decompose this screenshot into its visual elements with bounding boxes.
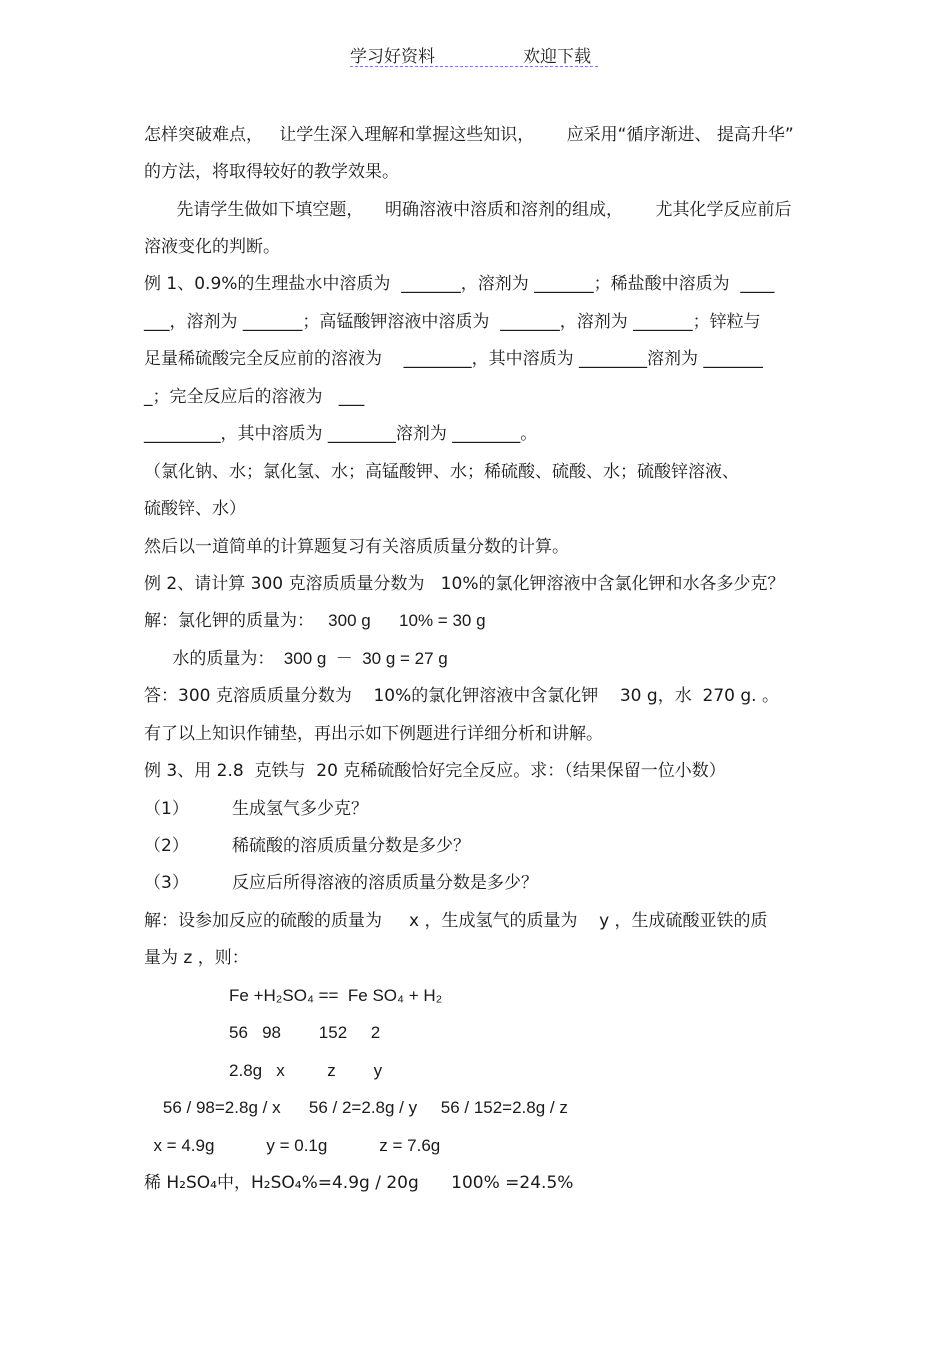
paragraph-line: 然后以一道简单的计算题复习有关溶质质量分数的计算。 <box>144 537 569 557</box>
answer-line: （氯化钠、水；氯化氢、水；高锰酸钾、水；稀硫酸、硫酸、水；硫酸锌溶液、 <box>144 462 739 482</box>
example-1-line: _；完全反应后的溶液为 ___ <box>144 387 365 407</box>
paragraph-line: 先请学生做如下填空题， 明确溶液中溶质和溶剂的组成， 尤其化学反应前后 <box>144 200 792 220</box>
paragraph-line: 怎样突破难点， 让学生深入理解和掌握这些知识， 应采用“循序渐进、 提高升华” <box>144 125 794 145</box>
solution-line: 水的质量为： 300 g － 30 g = 27 g <box>144 649 448 668</box>
answer-line: 硫酸锌、水） <box>144 499 246 519</box>
example-1-line: _________，其中溶质为 ________溶剂为 ________。 <box>144 424 538 444</box>
example-1-line: 足量稀硫酸完全反应前的溶液为 ________，其中溶质为 ________溶剂为 _______ <box>144 349 763 369</box>
example-1-line: 例 1、0.9%的生理盐水中溶质为 _______，溶剂为 _______；稀盐酸中溶质为 ____ <box>144 274 775 294</box>
header-left-text: 学习好资料 <box>350 47 435 67</box>
example-2-line: 例 2、请计算 300 克溶质质量分数为 10%的氯化钾溶液中含氯化钾和水各多少克？ <box>144 574 785 594</box>
header-right-text: 欢迎下载 <box>523 47 591 67</box>
chemical-equation: Fe +H₂SO₄ == Fe SO₄ + H₂ <box>144 986 443 1005</box>
solution-line: 量为 z ，则： <box>144 948 249 968</box>
example-1-line: ___，溶剂为 _______；高锰酸钾溶液中溶质为 _______，溶剂为 _______；锌粒与 <box>144 312 761 332</box>
paragraph-line: 的方法，将取得较好的教学效果。 <box>144 162 399 182</box>
question-item: （1） 生成氢气多少克？ <box>144 799 369 819</box>
page-header <box>350 40 598 67</box>
question-item: （2） 稀硫酸的溶质质量分数是多少？ <box>144 836 471 856</box>
example-3-line: 例 3、用 2.8 克铁与 20 克稀硫酸恰好完全反应。求：（结果保留一位小数） <box>144 761 726 781</box>
result-row: x = 4.9g y = 0.1g z = 7.6g <box>144 1136 441 1155</box>
question-item: （3） 反应后所得溶液的溶质质量分数是多少？ <box>144 873 539 893</box>
solution-line: 解：氯化钾的质量为： 300 g 10% = 30 g <box>144 611 486 630</box>
molar-mass-row: 56 98 152 2 <box>144 1023 381 1042</box>
concentration-result: 稀 H₂SO₄中，H₂SO₄%=4.9g / 20g 100% =24.5% <box>144 1173 574 1193</box>
solution-line: 解：设参加反应的硫酸的质量为 x ，生成氢气的质量为 y ，生成硫酸亚铁的质 <box>144 911 768 931</box>
proportion-row: 56 / 98=2.8g / x 56 / 2=2.8g / y 56 / 152=2.8g / z <box>144 1098 568 1117</box>
paragraph-line: 有了以上知识作铺垫，再出示如下例题进行详细分析和讲解。 <box>144 724 603 744</box>
quantity-row: 2.8g x z y <box>144 1061 383 1080</box>
paragraph-line: 溶液变化的判断。 <box>144 237 280 257</box>
answer-line: 答：300 克溶质质量分数为 10%的氯化钾溶液中含氯化钾 30 g，水 270 g. 。 <box>144 686 779 706</box>
